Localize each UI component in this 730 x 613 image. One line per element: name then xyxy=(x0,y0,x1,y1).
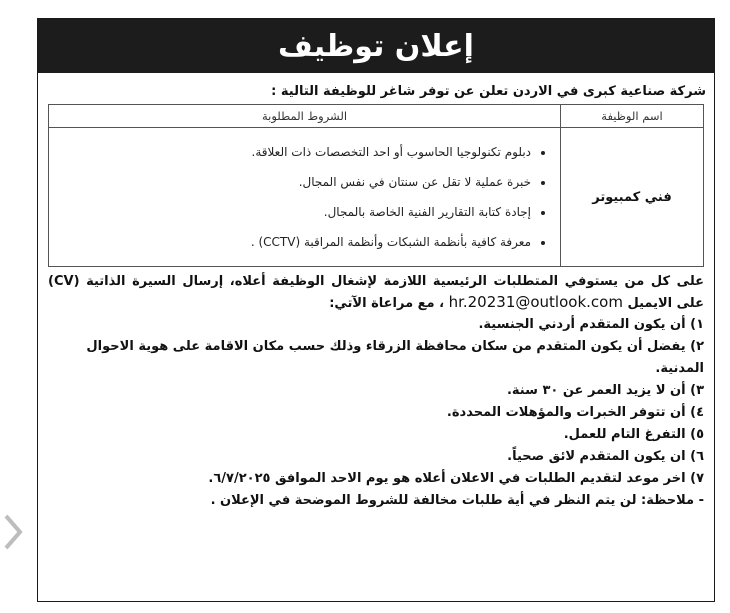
contact-email: hr.20231@outlook.com xyxy=(448,293,623,311)
job-table-row xyxy=(49,128,704,267)
condition-item: ٧) اخر موعد لتقديم الطلبات في الاعلان أعلاه هو يوم الاحد الموافق ٦/٧/٢٠٢٥. xyxy=(208,471,704,486)
requirement-item: • دبلوم تكنولوجيا الحاسوب أو احد التخصصات ذات العلاقة. xyxy=(50,137,531,167)
requirements-cell xyxy=(49,128,561,267)
ad-title-banner xyxy=(38,19,714,73)
condition-item: ٥) التفرغ التام للعمل. xyxy=(563,427,704,442)
job-advertisement xyxy=(37,18,715,602)
job-table-header-row xyxy=(49,105,704,128)
application-instructions xyxy=(38,267,714,512)
page-edge-mark-icon xyxy=(2,512,24,552)
instructions-paragraph xyxy=(48,271,704,314)
instructions-suffix: ، مع مراعاة الآتي: xyxy=(329,296,445,311)
condition-item: ٣) أن لا يزيد العمر عن ٣٠ سنة. xyxy=(506,383,704,398)
instructions-text: على كل من يستوفي المتطلبات الرئيسية اللازمة لإشغال الوظيفة أعلاه، إرسال السيرة الذاتية (CV) على الايميل xyxy=(48,274,704,311)
job-title-cell: فني كمبيوتر xyxy=(561,128,704,267)
requirement-item: • إجادة كتابة التقارير الفنية الخاصة بالمجال. xyxy=(50,197,531,227)
condition-item: ٤) أن تتوفر الخبرات والمؤهلات المحددة. xyxy=(446,405,704,420)
condition-item: ١) أن يكون المتقدم أردني الجنسية. xyxy=(478,317,704,332)
job-name-header: اسم الوظيفة xyxy=(561,105,704,128)
requirement-item: • معرفة كافية بأنظمة الشبكات وأنظمة المراقبة (CCTV) . xyxy=(50,227,531,257)
requirements-list xyxy=(50,129,559,265)
intro-line: شركة صناعية كبرى في الاردن تعلن عن توفر شاغر للوظيفة التالية : xyxy=(271,84,706,99)
job-table xyxy=(48,104,704,267)
requirement-item: • خبرة عملية لا تقل عن سنتان في نفس المجال. xyxy=(50,167,531,197)
note-line: - ملاحظة: لن يتم النظر في أية طلبات مخالفة للشروط الموضحة في الإعلان . xyxy=(210,493,704,508)
ad-title: إعلان توظيف xyxy=(278,28,474,64)
requirements-header: الشروط المطلوبة xyxy=(49,105,561,128)
condition-item: ٢) يفضل أن يكون المتقدم من سكان محافظة الزرقاء وذلك حسب مكان الاقامة على هوية الاحوال المدنية. xyxy=(86,339,704,376)
condition-item: ٦) ان يكون المتقدم لائق صحياً. xyxy=(507,449,704,464)
